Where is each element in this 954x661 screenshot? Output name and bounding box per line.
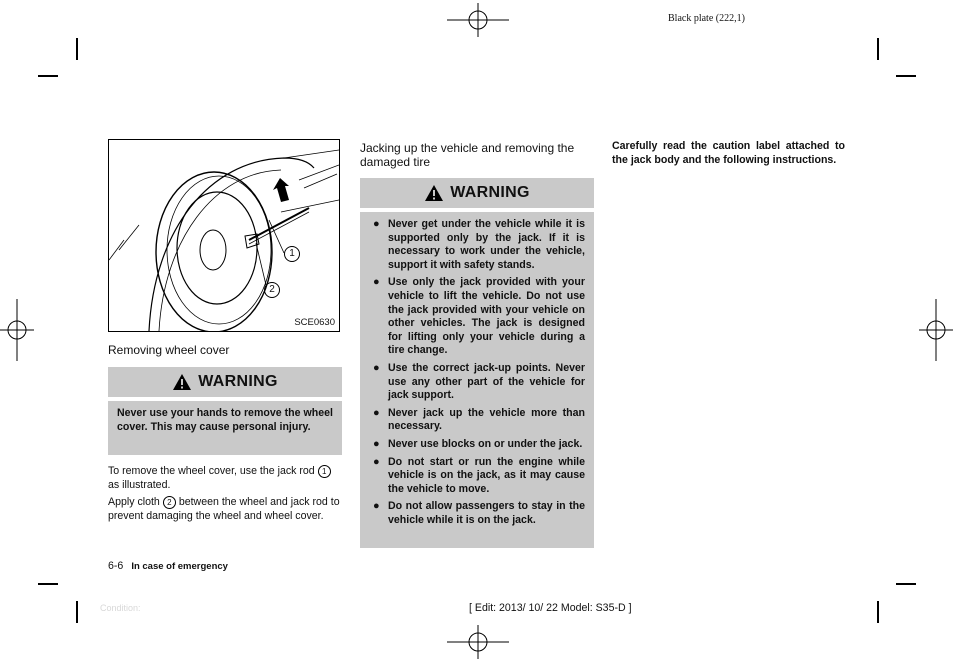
list-item: ● Use only the jack provided with your vehicle to lift the vehicle. Do not use the jack provided with your vehicle on other vehicles. The jack is designed for lifting only your vehicle during a tire change. <box>373 276 585 357</box>
registration-mark <box>447 625 509 659</box>
ref-1: 1 <box>318 465 331 478</box>
warning-box <box>108 401 342 455</box>
list-item: ● Never use blocks on or under the jack. <box>373 437 583 450</box>
crop-mark <box>76 601 78 623</box>
warning-triangle-icon <box>424 184 444 202</box>
list-item: ● Use the correct jack-up points. Never use any other part of the vehicle for jack support. <box>373 361 585 402</box>
crop-mark <box>76 38 78 60</box>
wheel-drawing <box>109 140 339 331</box>
plate-label: Black plate (222,1) <box>668 13 745 24</box>
caution-instruction: Carefully read the caution label attached to the jack body and the following instructions. <box>612 140 845 166</box>
registration-mark <box>919 299 953 361</box>
condition-label: Condition: <box>100 603 141 613</box>
figure-code: SCE0630 <box>294 317 335 328</box>
warning-header <box>108 367 342 399</box>
crop-mark <box>877 38 879 60</box>
paragraph-remove-cover: To remove the wheel cover, use the jack rod 1 as illustrated. <box>108 464 344 492</box>
warning-title: WARNING <box>198 373 278 390</box>
registration-mark <box>0 299 34 361</box>
warning-box <box>360 212 594 548</box>
section-heading: Jacking up the vehicle and removing the damaged tire <box>360 141 575 169</box>
ref-2: 2 <box>163 496 176 509</box>
warning-list <box>368 218 585 527</box>
warning-triangle-icon <box>172 373 192 391</box>
list-item: ● Do not start or run the engine while vehicle is on the jack, as it may cause the vehicle to move. <box>373 455 585 495</box>
list-item: ● Do not allow passengers to stay in the vehicle while it is on the jack. <box>373 500 585 526</box>
wheel-cover-illustration <box>108 139 340 332</box>
crop-mark <box>896 75 916 77</box>
page-number: 6-6 <box>108 560 124 572</box>
page-footer <box>108 560 228 572</box>
warning-header <box>360 178 594 210</box>
list-item: ● Never jack up the vehicle more than necessary. <box>373 406 585 433</box>
paragraph-apply-cloth: Apply cloth 2 between the wheel and jack rod to prevent damaging the wheel and wheel cover. <box>108 496 340 522</box>
crop-mark <box>896 583 916 585</box>
callout-2: 2 <box>264 282 280 298</box>
warning-text: Never use your hands to remove the wheel cover. This may cause personal injury. <box>117 407 333 433</box>
callout-1: 1 <box>284 246 300 262</box>
crop-mark <box>38 75 58 77</box>
edit-info: [ Edit: 2013/ 10/ 22 Model: S35-D ] <box>469 602 632 614</box>
warning-title: WARNING <box>450 184 530 201</box>
crop-mark <box>38 583 58 585</box>
list-item: ● Never get under the vehicle while it is supported only by the jack. If it is necessary to work under the vehicle, support it with safety stands. <box>373 218 585 271</box>
figure-caption: Removing wheel cover <box>108 343 230 357</box>
registration-mark <box>447 3 509 37</box>
section-name: In case of emergency <box>131 561 228 572</box>
crop-mark <box>877 601 879 623</box>
